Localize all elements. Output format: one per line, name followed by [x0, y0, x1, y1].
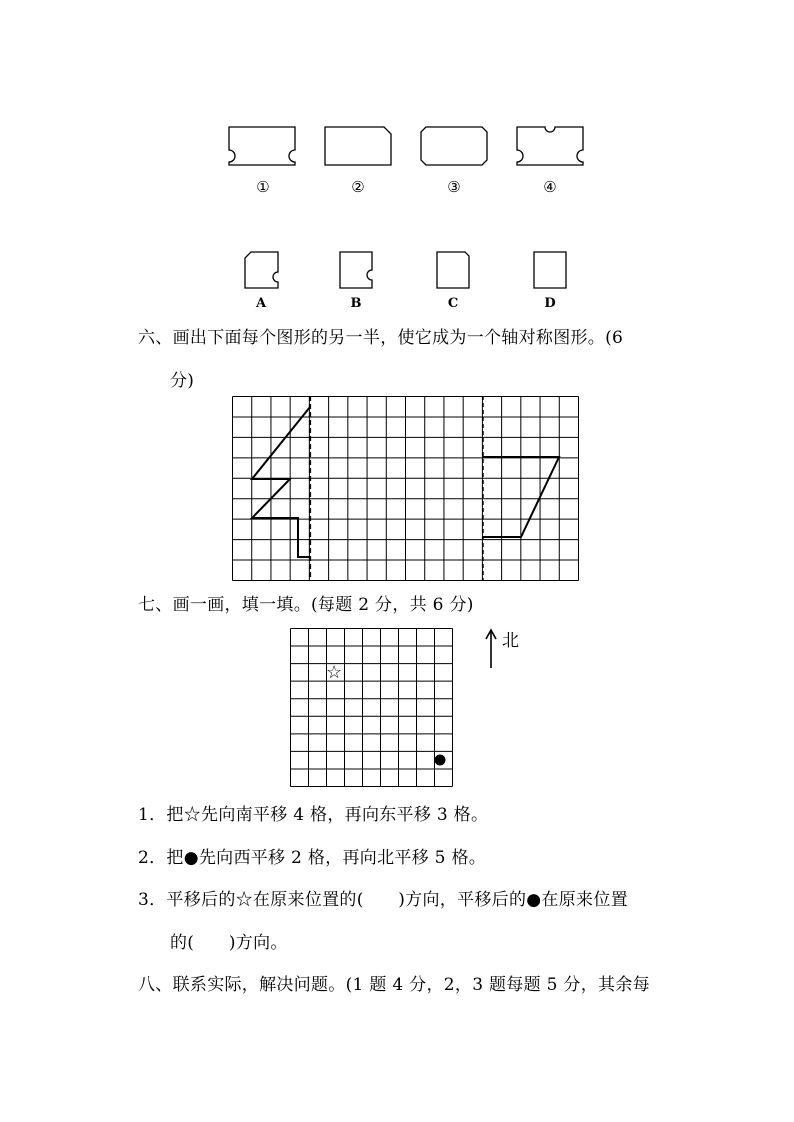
shape-label-4: ④ — [543, 178, 557, 196]
ticket-shape-3 — [421, 127, 487, 165]
option-label-b: B — [350, 296, 362, 311]
section7-q3-line1: 3．平移后的☆在原来位置的( )方向，平移后的●在原来位置 — [138, 890, 628, 910]
section7-title: 七、画一画，填一填。(每题 2 分，共 6 分) — [138, 595, 474, 615]
shape-label-3: ③ — [447, 178, 461, 196]
ticket-shape-4 — [517, 127, 583, 165]
ticket-shape-2 — [325, 127, 391, 165]
option-shape-b — [340, 252, 372, 288]
section7-q1: 1．把☆先向南平移 4 格，再向东平移 3 格。 — [138, 805, 489, 825]
option-label-c: C — [447, 296, 459, 311]
half-shape-left — [252, 407, 310, 557]
shape-label-1: ① — [256, 178, 270, 196]
option-shape-c — [437, 252, 469, 288]
option-label-a: A — [255, 296, 267, 311]
option-label-d: D — [544, 296, 556, 311]
option-shape-a — [245, 252, 278, 288]
north-arrow-icon — [484, 628, 498, 670]
dot-marker — [435, 755, 446, 766]
section7-q3-line2: 的( )方向。 — [170, 933, 288, 953]
shape-label-2: ② — [351, 178, 365, 196]
ticket-shapes — [0, 0, 794, 330]
option-shape-d — [534, 252, 566, 288]
section8-title: 八、联系实际，解决问题。(1 题 4 分，2，3 题每题 5 分，其余每 — [138, 975, 650, 995]
star-marker: ☆ — [326, 662, 343, 683]
translation-grid — [290, 628, 454, 790]
ticket-shape-1 — [229, 127, 295, 165]
symmetry-grid — [232, 396, 580, 582]
section7-q2: 2．把●先向西平移 2 格，再向北平移 5 格。 — [138, 848, 487, 868]
north-label: 北 — [502, 631, 519, 651]
section6-title-line1: 六、画出下面每个图形的另一半，使它成为一个轴对称图形。(6 — [138, 328, 624, 348]
section6-title-line2: 分) — [170, 371, 195, 391]
